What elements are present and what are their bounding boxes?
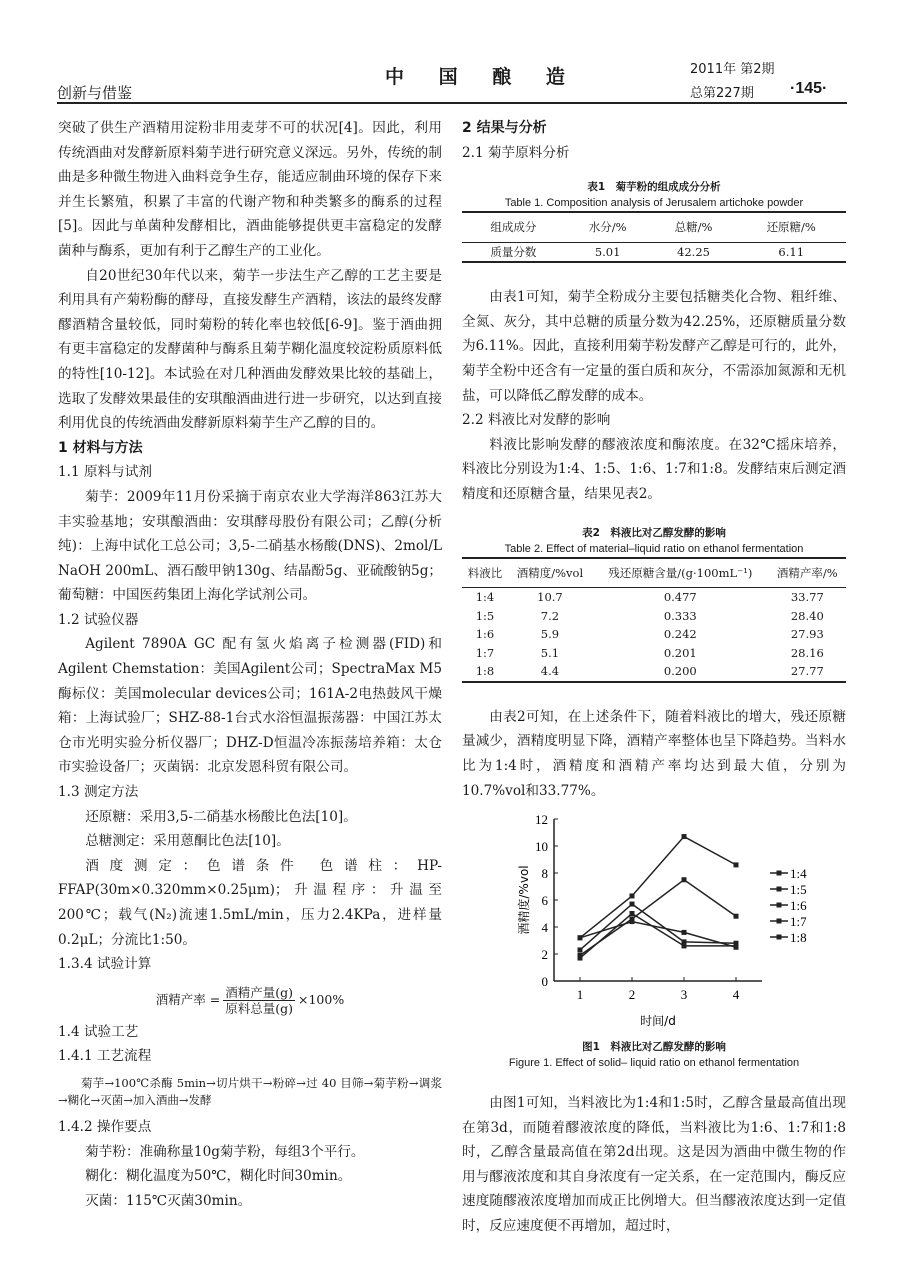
table-cell: 1:5 <box>475 608 495 623</box>
subsection-heading: 1.1 原料与试剂 <box>58 464 152 481</box>
formula-rhs: ×100% <box>298 991 345 1007</box>
y-tick-label: 8 <box>541 866 548 882</box>
table-header: 残还原糖含量/(g·100mL⁻¹) <box>592 558 769 588</box>
paragraph: 料液比影响发酵的醪液浓度和酶浓度。在32℃摇床培养，料液比分别设为1:4、1:5、1:6、1:7和1:8。发酵结束后测定酒精度和还原糖含量，结果见表2。 <box>462 436 846 503</box>
table-row <box>462 242 846 262</box>
subsection-heading: 1.3 测定方法 <box>58 784 139 801</box>
process-flow: 菊芋→100℃杀酶 5min→切片烘干→粉碎→过 40 目筛→菊芋粉→调浆→糊化→灭菌→加入酒曲→发酵 <box>58 1075 442 1107</box>
table-cell: 27.77 <box>790 664 824 679</box>
page-number: ·145· <box>790 80 828 97</box>
table2-caption-en: Table 2. Effect of material–liquid ratio on ethanol fermentation <box>504 542 804 555</box>
data-point-triangle-marker <box>578 948 583 953</box>
paragraph: 酒度测定：色谱条件 色谱柱：HP-FFAP(30m×0.320mm×0.25μm)；升温程序：升温至200℃；载气(N₂)流速1.5mL/min，压力2.4KPa，进样量0.2μL；分流比1:50。 <box>58 857 442 948</box>
x-tick-label: 3 <box>680 987 688 1003</box>
paragraph: 由表2可知，在上述条件下，随着料液比的增大，残还原糖量减少，酒精度明显下降，酒精产率整体也呈下降趋势。当料水比为1:4时，酒精度和酒精产率均达到最大值，分别为10.7%vol和33.77%。 <box>462 708 846 799</box>
x-tick-label: 1 <box>576 987 584 1003</box>
table-row <box>462 644 846 663</box>
figure-caption-en: Figure 1. Effect of solid– liquid ratio on ethanol fermentation <box>508 1057 800 1070</box>
table1-caption-cn: 表1 菊芋粉的组成成分分析 <box>587 181 721 194</box>
table-cell: 6.11 <box>778 244 805 259</box>
table1-caption-en: Table 1. Composition analysis of Jerusalem artichoke powder <box>504 197 804 210</box>
paragraph: 糊化：糊化温度为50℃，糊化时间30min。 <box>85 1168 352 1185</box>
table-header: 水分/% <box>565 212 651 242</box>
table-row <box>462 607 846 626</box>
table-header: 组成成分 <box>462 212 565 242</box>
subsection-heading: 1.4 试验工艺 <box>58 1023 139 1040</box>
data-point-square-marker <box>630 894 635 899</box>
subsection-heading: 2.1 菊芋原料分析 <box>462 144 570 161</box>
formula-numerator: 酒精产量(g) <box>225 984 293 1000</box>
table2 <box>462 557 846 683</box>
data-point-cross-marker <box>630 911 635 916</box>
figure-1 <box>462 809 846 1039</box>
x-tick-label: 4 <box>732 987 740 1003</box>
section-name: 创新与借鉴 <box>57 84 133 102</box>
paragraph: 由图1可知，当料液比为1:4和1:5时，乙醇含量最高值出现在第3d，而随着醪液浓度的降低，当料液比为1:6、1:7和1:8时，乙醇含量最高值在第2d出现。这是因为酒曲中微生物的作用与醪液浓度和其自身浓度有一定关系，在一定范围内，酶反应速度随醪液浓度增加而成正比例增大。但当醪液浓度达到一定值时，反应速度便不再增加，超过时， <box>462 1095 846 1235</box>
issue-number: 2011年 第2期 <box>690 62 775 77</box>
table1 <box>462 211 846 263</box>
paragraph: 菊芋粉：准确称量10g菊芋粉，每组3个平行。 <box>85 1143 365 1160</box>
legend-label: 1:4 <box>790 866 807 882</box>
table-row <box>462 662 846 682</box>
table-header: 还原糖/% <box>736 212 846 242</box>
left-column <box>58 116 442 1213</box>
data-point-star-marker <box>630 919 635 924</box>
data-point-triangle-marker <box>630 902 635 907</box>
paragraph: 还原糖：采用3,5-二硝基水杨酸比色法[10]。 <box>85 808 357 825</box>
table-row <box>462 625 846 644</box>
table2-caption-cn: 表2 料液比对乙醇发酵的影响 <box>582 526 726 539</box>
table-cell: 0.242 <box>663 627 697 642</box>
figure-caption-cn: 图1 料液比对乙醇发酵的影响 <box>582 1041 726 1054</box>
table-header: 总糖/% <box>651 212 737 242</box>
data-point-cross-marker <box>578 956 583 961</box>
x-axis-label: 时间/d <box>640 1014 676 1029</box>
y-tick-label: 12 <box>535 812 548 828</box>
paragraph: Agilent 7890A GC 配有氢火焰离子检测器(FID)和Agilent Chemstation：美国Agilent公司；SpectraMax M5酶标仪：美国molecular devices公司；161A-2电热鼓风干燥箱：上海试验厂；SHZ-88-1台式水浴恒温振荡器：中国江苏太仓市光明实验分析仪器厂；DHZ-D恒温冷冻振荡培养箱：太仓市实验设备厂；灭菌锅：北京发恩科贸有限公司。 <box>58 636 442 776</box>
table-cell: 0.333 <box>663 608 697 623</box>
y-tick-label: 2 <box>541 947 548 963</box>
data-point-cross-marker <box>734 943 739 948</box>
legend-label: 1:5 <box>790 882 807 898</box>
table-header-row <box>462 558 846 588</box>
legend-marker <box>777 935 782 940</box>
data-point-cross-marker <box>682 943 687 948</box>
data-point-square-marker <box>734 862 739 867</box>
table-cell: 1:8 <box>475 664 495 679</box>
table-cell: 5.01 <box>594 244 621 259</box>
x-tick-label: 2 <box>628 987 636 1003</box>
legend-label: 1:6 <box>790 898 807 914</box>
table-cell: 5.9 <box>540 627 560 642</box>
header-rule <box>57 102 847 104</box>
table-header-row <box>462 212 846 242</box>
paragraph: 突破了供生产酒精用淀粉非用麦芽不可的状况[4]。因此，利用传统酒曲对发酵新原料菊芋进行研究意义深远。另外，传统的制曲是多种微生物进入曲料竞争生存，能适应制曲环境的保存下来并生长繁殖，积累了丰富的代谢产物和种类繁多的酶系的过程[5]。因此与单菌种发酵相比，酒曲能够提供更丰富稳定的发酵菌种与酶系，更加有利于乙醇生产的工业化。 <box>58 120 442 259</box>
series-line-1-8 <box>580 914 736 959</box>
y-tick-label: 10 <box>535 839 548 855</box>
y-tick-label: 4 <box>541 920 548 936</box>
section-heading: 1 材料与方法 <box>58 439 143 456</box>
table-cell: 1:6 <box>475 627 495 642</box>
table-cell: 1:7 <box>475 645 495 660</box>
subsection-heading: 1.4.2 操作要点 <box>58 1118 152 1135</box>
table-cell: 28.16 <box>790 645 824 660</box>
paragraph: 自20世纪30年代以来，菊芋一步法生产乙醇的工艺主要是利用具有产菊粉酶的酵母，直接发酵生产酒精，该法的最终发酵醪酒精含量较低，同时菊粉的转化率也较低[6-9]。鉴于酒曲拥有更丰富稳定的发酵菌种与酶系且菊芋糊化温度较淀粉质原料低的特性[10-12]。本试验在对几种酒曲发酵效果比较的基础上，选取了发酵效果最佳的安琪酿酒曲进行进一步研究，以达到直接利用优良的传统酒曲发酵新原料菊芋生产乙醇的目的。 <box>58 267 442 432</box>
data-point-star-marker <box>578 935 583 940</box>
table-cell: 33.77 <box>790 590 824 605</box>
yield-formula <box>58 985 442 1016</box>
table-header: 酒精产率/% <box>769 558 846 588</box>
table-cell: 1:4 <box>475 590 495 605</box>
legend-label: 1:8 <box>790 930 807 946</box>
y-tick-label: 6 <box>541 893 548 909</box>
formula-denominator: 原料总量(g) <box>225 1000 293 1016</box>
paragraph: 总糖测定：采用蒽酮比色法[10]。 <box>85 833 290 850</box>
subsection-heading: 1.2 试验仪器 <box>58 611 139 628</box>
line-chart <box>462 809 846 1039</box>
table-cell: 0.477 <box>663 590 697 605</box>
data-point-plus-marker <box>734 914 739 919</box>
formula-fraction <box>223 985 295 1016</box>
table-header: 料液比 <box>462 558 508 588</box>
table-cell: 10.7 <box>537 590 563 605</box>
series-line-1-7 <box>580 922 736 948</box>
table-cell: 质量分数 <box>490 244 537 259</box>
legend-marker <box>777 887 782 892</box>
legend-marker <box>777 919 782 924</box>
data-point-square-marker <box>682 834 687 839</box>
data-point-star-marker <box>682 930 687 935</box>
formula-lhs: 酒精产率 = <box>155 991 221 1007</box>
table-cell: 7.2 <box>540 608 560 623</box>
table-cell: 0.201 <box>663 645 697 660</box>
table-cell: 0.200 <box>663 664 697 679</box>
y-axis-label: 酒精度/%vol <box>517 865 531 935</box>
section-heading: 2 结果与分析 <box>462 120 547 136</box>
subsection-heading: 1.3.4 试验计算 <box>58 956 152 973</box>
table-cell: 28.40 <box>790 608 824 623</box>
right-column <box>462 116 846 1239</box>
series-line-1-5 <box>580 880 736 956</box>
legend-label: 1:7 <box>790 914 807 930</box>
paragraph: 由表1可知，菊芋全粉成分主要包括糖类化合物、粗纤维、全氮、灰分，其中总糖的质量分数为42.25%，还原糖质量分数为6.11%。因此，直接利用菊芋粉发酵产乙醇是可行的，此外，菊芋全粉中还含有一定量的蛋白质和灰分，不需添加氮源和无机盐，可以降低乙醇发酵的成本。 <box>462 289 846 404</box>
total-issue-number: 总第227期 <box>690 86 754 101</box>
table-row <box>462 588 846 607</box>
subsection-heading: 1.4.1 工艺流程 <box>58 1048 152 1065</box>
paragraph: 菊芋：2009年11月份采摘于南京农业大学海洋863江苏大丰实验基地；安琪酿酒曲：安琪酵母股份有限公司；乙醇(分析纯)：上海中试化工总公司；3,5-二硝基水杨酸(DNS)、2mol/L NaOH 200mL、酒石酸甲钠130g、结晶酚5g、亚硫酸钠5g；葡萄糖：中国医药集团上海化学试剂公司。 <box>58 488 442 604</box>
table-cell: 5.1 <box>540 645 560 660</box>
table-cell: 42.25 <box>677 244 710 259</box>
paragraph: 灭菌：115℃灭菌30min。 <box>85 1192 252 1209</box>
subsection-heading: 2.2 料液比对发酵的影响 <box>462 412 611 429</box>
journal-name: 中 国 酿 造 <box>385 66 579 88</box>
y-tick-label: 0 <box>541 974 548 990</box>
legend-marker <box>777 903 782 908</box>
legend-marker <box>777 871 782 876</box>
table-cell: 4.4 <box>540 664 560 679</box>
table-cell: 27.93 <box>790 627 824 642</box>
table-header: 酒精度/%vol <box>508 558 592 588</box>
data-point-plus-marker <box>682 877 687 882</box>
